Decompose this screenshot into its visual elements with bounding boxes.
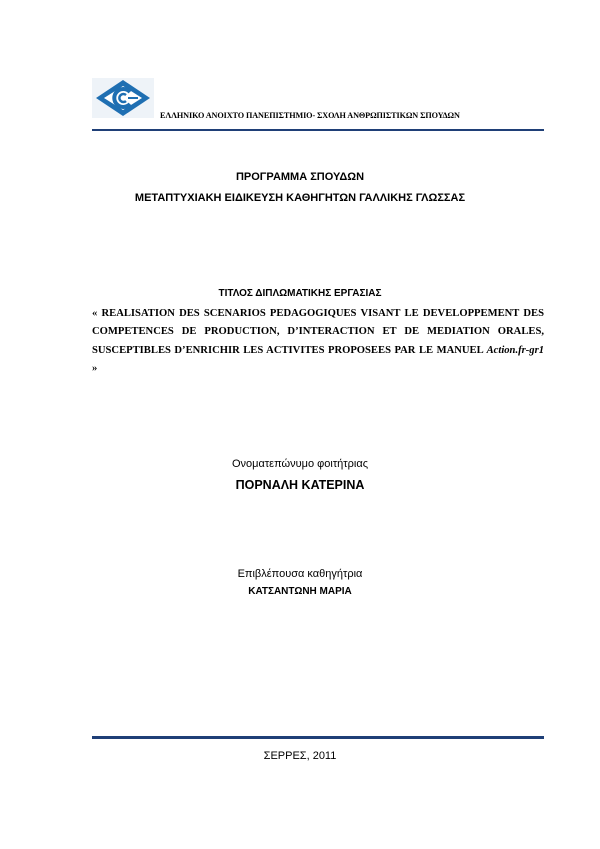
university-logo-icon — [92, 78, 154, 118]
program-specialization: ΜΕΤΑΠΤΥΧΙΑΚΗ ΕΙΔΙΚΕΥΣΗ ΚΑΘΗΓΗΤΩΝ ΓΑΛΛΙΚΗΣ ΓΛΩΣΣΑΣ — [134, 192, 466, 204]
student-name: ΠΟΡΝΑΛΗ ΚΑΤΕΡΙΝΑ — [235, 478, 365, 492]
thesis-title-main: « REALISATION DES SCENARIOS PEDAGOGIQUES VISANT LE DEVELOPPEMENT DES COMPETENCES DE PRODUCTION, D’INTERACTION ET DE MEDIATION ORALES, SUSCEPTIBLES D’ENRICHIR LES ACTIVITES PROPOSEES PAR LE MANUEL — [92, 308, 544, 356]
thesis-heading: ΤΙΤΛΟΣ ΔΙΠΛΩΜΑΤΙΚΗΣ ΕΡΓΑΣΙΑΣ — [218, 288, 382, 299]
student-label: Ονοματεπώνυμο φοιτήτριας — [231, 458, 369, 470]
program-block — [0, 167, 600, 209]
footer-divider — [92, 736, 544, 739]
institution-name: ΕΛΛΗΝΙΚΟ ΑΝΟΙΧΤΟ ΠΑΝΕΠΙΣΤΗΜΙΟ- ΣΧΟΛΗ ΑΝΘΡΩΠΙΣΤΙΚΩΝ ΣΠΟΥΔΩΝ — [160, 111, 460, 120]
header-divider — [92, 129, 544, 131]
thesis-title — [92, 305, 544, 378]
supervisor-name: ΚΑΤΣΑΝΤΩΝΗ ΜΑΡΙΑ — [248, 586, 352, 597]
program-title: ΠΡΟΓΡΑΜΜΑ ΣΠΟΥΔΩΝ — [235, 171, 365, 183]
supervisor-label: Επιβλέπουσα καθηγήτρια — [237, 568, 363, 580]
thesis-title-end: » — [92, 362, 98, 374]
place-date: ΣΕΡΡΕΣ, 2011 — [263, 750, 337, 762]
thesis-title-book: Action.fr-gr1 — [486, 344, 544, 356]
